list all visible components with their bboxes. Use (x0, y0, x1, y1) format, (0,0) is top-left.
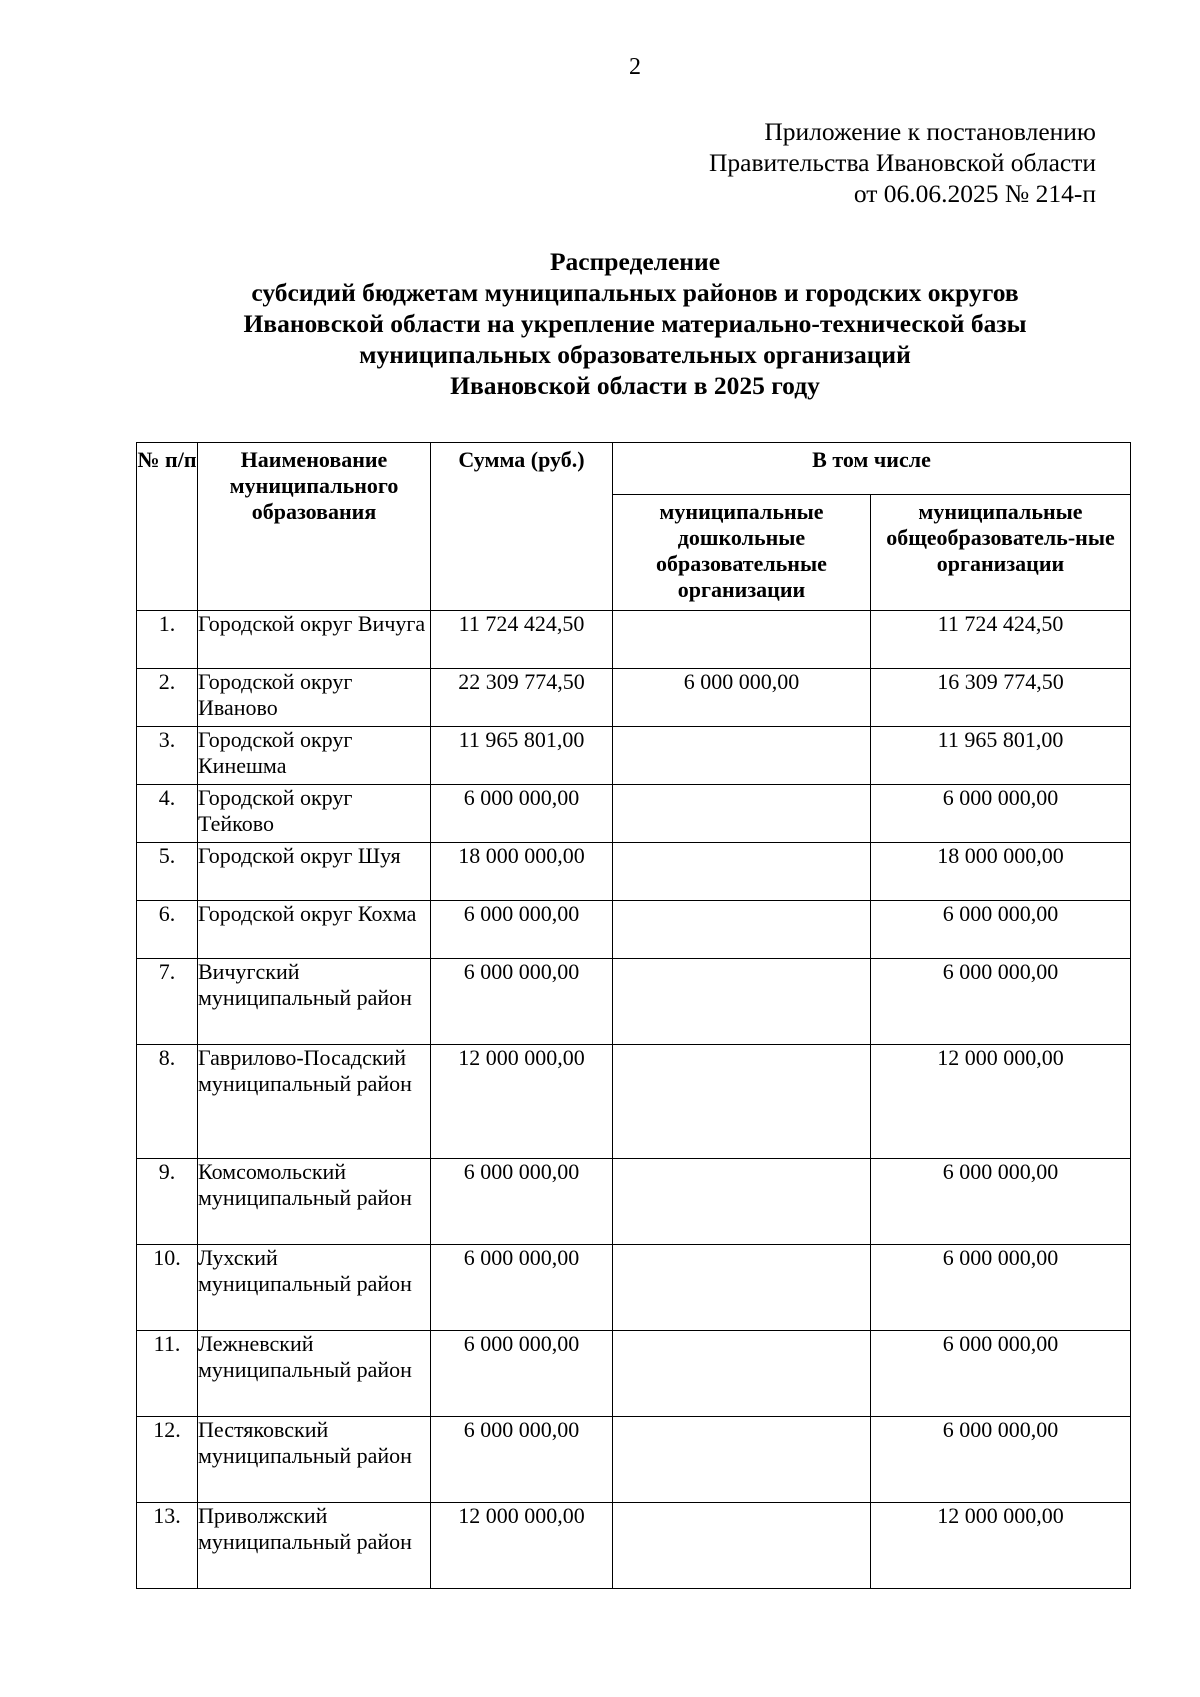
cell-num: 11. (137, 1331, 198, 1417)
cell-preschool (613, 1503, 871, 1589)
cell-name: Гаврилово-Посадский муниципальный район (198, 1045, 431, 1159)
cell-name: Городской округ Кохма (198, 901, 431, 959)
cell-num: 2. (137, 669, 198, 727)
cell-preschool (613, 611, 871, 669)
cell-num: 10. (137, 1245, 198, 1331)
cell-sum: 6 000 000,00 (431, 901, 613, 959)
cell-general: 18 000 000,00 (871, 843, 1131, 901)
table-row (137, 1045, 1131, 1159)
cell-general: 11 965 801,00 (871, 727, 1131, 785)
cell-general: 6 000 000,00 (871, 785, 1131, 843)
table-row (137, 785, 1131, 843)
cell-general: 6 000 000,00 (871, 901, 1131, 959)
header-general: муниципальные общеобразователь-ные организации (871, 495, 1131, 611)
cell-general: 6 000 000,00 (871, 959, 1131, 1045)
cell-num: 9. (137, 1159, 198, 1245)
cell-preschool (613, 1245, 871, 1331)
header-including: В том числе (613, 443, 1131, 495)
cell-sum: 12 000 000,00 (431, 1045, 613, 1159)
cell-name: Городской округ Шуя (198, 843, 431, 901)
cell-name: Комсомольский муниципальный район (198, 1159, 431, 1245)
cell-sum: 11 724 424,50 (431, 611, 613, 669)
cell-name: Приволжский муниципальный район (198, 1503, 431, 1589)
cell-sum: 6 000 000,00 (431, 1159, 613, 1245)
cell-name: Вичугский муниципальный район (198, 959, 431, 1045)
cell-preschool (613, 1159, 871, 1245)
header-num: № п/п (137, 443, 198, 611)
table-row (137, 1331, 1131, 1417)
cell-general: 6 000 000,00 (871, 1245, 1131, 1331)
cell-general: 12 000 000,00 (871, 1045, 1131, 1159)
table-row (137, 727, 1131, 785)
table-row (137, 1417, 1131, 1503)
table-row (137, 1245, 1131, 1331)
cell-preschool (613, 1417, 871, 1503)
title-line: Распределение (549, 247, 721, 276)
table-row (137, 1159, 1131, 1245)
cell-preschool (613, 727, 871, 785)
table-row (137, 611, 1131, 669)
cell-preschool (613, 843, 871, 901)
header-name: Наименование муниципального образования (198, 443, 431, 611)
cell-preschool (613, 901, 871, 959)
table-body (137, 611, 1131, 1589)
cell-general: 16 309 774,50 (871, 669, 1131, 727)
cell-sum: 18 000 000,00 (431, 843, 613, 901)
cell-name: Лежневский муниципальный район (198, 1331, 431, 1417)
cell-num: 7. (137, 959, 198, 1045)
page-number: 2 (629, 54, 641, 80)
appendix-line: Приложение к постановлению (764, 117, 1096, 146)
cell-sum: 22 309 774,50 (431, 669, 613, 727)
cell-sum: 6 000 000,00 (431, 1331, 613, 1417)
table-row (137, 1503, 1131, 1589)
cell-num: 1. (137, 611, 198, 669)
appendix-line: Правительства Ивановской области (709, 148, 1096, 177)
cell-preschool (613, 1045, 871, 1159)
table-row (137, 901, 1131, 959)
cell-name: Пестяковский муниципальный район (198, 1417, 431, 1503)
document-title (0, 246, 1200, 401)
table-row (137, 669, 1131, 727)
cell-num: 4. (137, 785, 198, 843)
header-preschool: муниципальные дошкольные образовательные организации (613, 495, 871, 611)
cell-num: 5. (137, 843, 198, 901)
appendix-date-line: от 06.06.2025 № 214-п (853, 179, 1096, 208)
cell-sum: 12 000 000,00 (431, 1503, 613, 1589)
cell-preschool (613, 1331, 871, 1417)
cell-preschool (613, 959, 871, 1045)
cell-sum: 6 000 000,00 (431, 1417, 613, 1503)
appendix-header (709, 116, 1096, 209)
table-row (137, 843, 1131, 901)
cell-num: 8. (137, 1045, 198, 1159)
cell-general: 6 000 000,00 (871, 1331, 1131, 1417)
cell-name: Городской округ Кинешма (198, 727, 431, 785)
title-line: Ивановской области на укрепление материально-технической базы (243, 309, 1027, 338)
cell-num: 3. (137, 727, 198, 785)
cell-general: 11 724 424,50 (871, 611, 1131, 669)
title-line: Ивановской области в 2025 году (450, 371, 820, 400)
cell-sum: 6 000 000,00 (431, 785, 613, 843)
cell-preschool: 6 000 000,00 (613, 669, 871, 727)
cell-sum: 6 000 000,00 (431, 959, 613, 1045)
table-row (137, 959, 1131, 1045)
cell-sum: 11 965 801,00 (431, 727, 613, 785)
cell-general: 6 000 000,00 (871, 1417, 1131, 1503)
title-line: субсидий бюджетам муниципальных районов и городских округов (251, 278, 1019, 307)
cell-sum: 6 000 000,00 (431, 1245, 613, 1331)
cell-preschool (613, 785, 871, 843)
cell-general: 6 000 000,00 (871, 1159, 1131, 1245)
cell-name: Городской округ Вичуга (198, 611, 431, 669)
title-line: муниципальных образовательных организаций (359, 340, 911, 369)
cell-num: 13. (137, 1503, 198, 1589)
cell-general: 12 000 000,00 (871, 1503, 1131, 1589)
cell-num: 12. (137, 1417, 198, 1503)
cell-name: Городской округ Тейково (198, 785, 431, 843)
header-sum: Сумма (руб.) (431, 443, 613, 611)
distribution-table (136, 442, 1131, 1589)
cell-name: Лухский муниципальный район (198, 1245, 431, 1331)
cell-name: Городской округ Иваново (198, 669, 431, 727)
cell-num: 6. (137, 901, 198, 959)
